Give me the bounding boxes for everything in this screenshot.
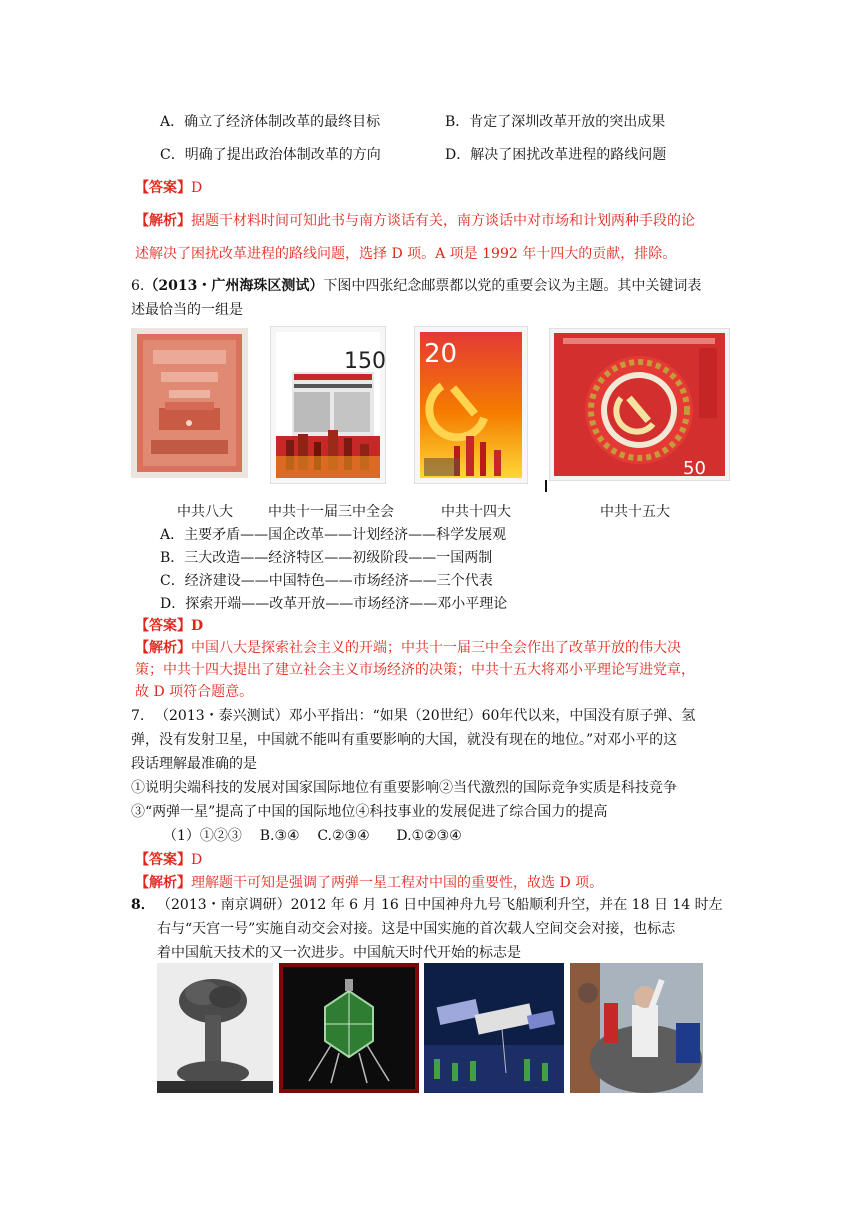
stamp-eighth-congress-image xyxy=(131,328,248,478)
q6-option-a: A．主要矛盾——国企改革——计划经济——科学发展观 xyxy=(160,527,507,543)
stamp-third-plenum-image xyxy=(270,326,386,484)
answer-label: 【答案】 xyxy=(135,618,191,634)
q6-answer xyxy=(135,616,203,636)
q5-option-c: C．明确了提出政治体制改革的方向 xyxy=(160,147,381,163)
q5-option-d: D．解决了困扰改革进程的路线问题 xyxy=(445,147,667,163)
analysis-text: 中国八大是探索社会主义的开端；中共十一届三中全会作出了改革开放的伟大决 xyxy=(191,640,681,656)
analysis-label: 【解析】 xyxy=(135,875,191,891)
q8-number: 8． xyxy=(131,897,155,913)
stamp-caption-2: 中共十一届三中全会 xyxy=(268,504,394,520)
q7-answer xyxy=(135,850,202,870)
stamp-fifteenth-congress-image xyxy=(549,328,730,481)
answer-value: D xyxy=(191,852,203,868)
q7-stem-line1 xyxy=(131,706,695,726)
question-stem: （2013・泰兴测试）邓小平指出：“如果（20世纪）60年代以来，中国没有原子弹、氢 xyxy=(155,708,696,724)
stamp-caption-3: 中共十四大 xyxy=(441,504,511,520)
question-source: （2013・广州海珠区测试） xyxy=(144,278,324,294)
divider-mark xyxy=(545,480,547,492)
photo-mushroom-cloud-image xyxy=(157,963,273,1093)
q6-option-d: D．探索开端——改革开放——市场经济——邓小平理论 xyxy=(160,596,508,612)
stamp-caption-1: 中共八大 xyxy=(177,504,233,520)
analysis-label: 【解析】 xyxy=(135,640,191,656)
photo-satellite-image xyxy=(279,963,419,1093)
analysis-label: 【解析】 xyxy=(135,213,191,229)
q6-analysis-line1 xyxy=(135,638,681,658)
q5-option-b: B．肯定了深圳改革开放的突出成果 xyxy=(445,114,666,130)
answer-value: D xyxy=(191,618,204,634)
photo-astronaut-image xyxy=(570,963,703,1093)
q7-stem-line2: 弹，没有发射卫星，中国就不能叫有重要影响的大国，就没有现在的地位。”对邓小平的这 xyxy=(131,732,678,748)
question-number: 6. xyxy=(131,278,145,294)
answer-value: D xyxy=(191,180,203,196)
q8-stem-line2: 右与“天宫一号”实施自动交会对接。这是中国实施的首次载人空间交会对接，也标志 xyxy=(157,921,676,937)
q5-analysis-line2: 述解决了困扰改革进程的路线问题，选择 D 项。A 项是 1992 年十四大的贡献，排除。 xyxy=(135,246,677,262)
q5-answer xyxy=(135,178,202,198)
stamp-caption-4: 中共十五大 xyxy=(600,504,670,520)
analysis-text: 理解题干可知是强调了两弹一星工程对中国的重要性，故选 D 项。 xyxy=(191,875,604,891)
q8-stem-line1: （2013・南京调研）2012 年 6 月 16 日中国神舟九号飞船顺利升空，并在 18 日 14 时左 xyxy=(157,897,723,913)
q8-stem-line3: 着中国航天技术的又一次进步。中国航天时代开始的标志是 xyxy=(157,945,521,961)
stamp-fourteenth-congress-image xyxy=(414,326,528,484)
q6-stem-line1 xyxy=(131,276,701,296)
q6-analysis-line3: 故 D 项符合题意。 xyxy=(135,684,254,700)
analysis-text: 据题干材料时间可知此书与南方谈话有关，南方谈话中对市场和计划两种手段的论 xyxy=(191,213,695,229)
question-stem: 下图中四张纪念邮票都以党的重要会议为主题。其中关键词表 xyxy=(323,278,702,294)
photo-space-docking-image xyxy=(424,963,564,1093)
q6-option-c: C．经济建设——中国特色——市场经济——三个代表 xyxy=(160,573,493,589)
stamp3-value: 20 xyxy=(424,339,458,369)
answer-label: 【答案】 xyxy=(135,180,191,196)
stamp4-value: 50 xyxy=(683,458,706,479)
q5-analysis-line1 xyxy=(135,211,695,231)
q7-stem-line3: 段话理解最准确的是 xyxy=(131,756,257,772)
q5-option-a: A．确立了经济体制改革的最终目标 xyxy=(160,114,381,130)
stamp2-value: 150 xyxy=(344,349,386,374)
q7-item-line1: ①说明尖端科技的发展对国家国际地位有重要影响②当代激烈的国际竞争实质是科技竞争 xyxy=(131,780,677,796)
answer-label: 【答案】 xyxy=(135,852,191,868)
q6-analysis-line2: 策；中共十四大提出了建立社会主义市场经济的决策；中共十五大将邓小平理论写进党章， xyxy=(135,662,695,678)
q7-options: （1）①②③ B.③④ C.②③④ D.①②③④ xyxy=(163,828,462,844)
q7-item-line2: ③“两弹一星”提高了中国的国际地位④科技事业的发展促进了综合国力的提高 xyxy=(131,804,608,820)
q6-stem-line2: 述最恰当的一组是 xyxy=(131,302,243,318)
q6-option-b: B．三大改造——经济特区——初级阶段——一国两制 xyxy=(160,550,493,566)
question-number: 7. xyxy=(131,708,145,724)
q7-analysis xyxy=(135,873,603,893)
